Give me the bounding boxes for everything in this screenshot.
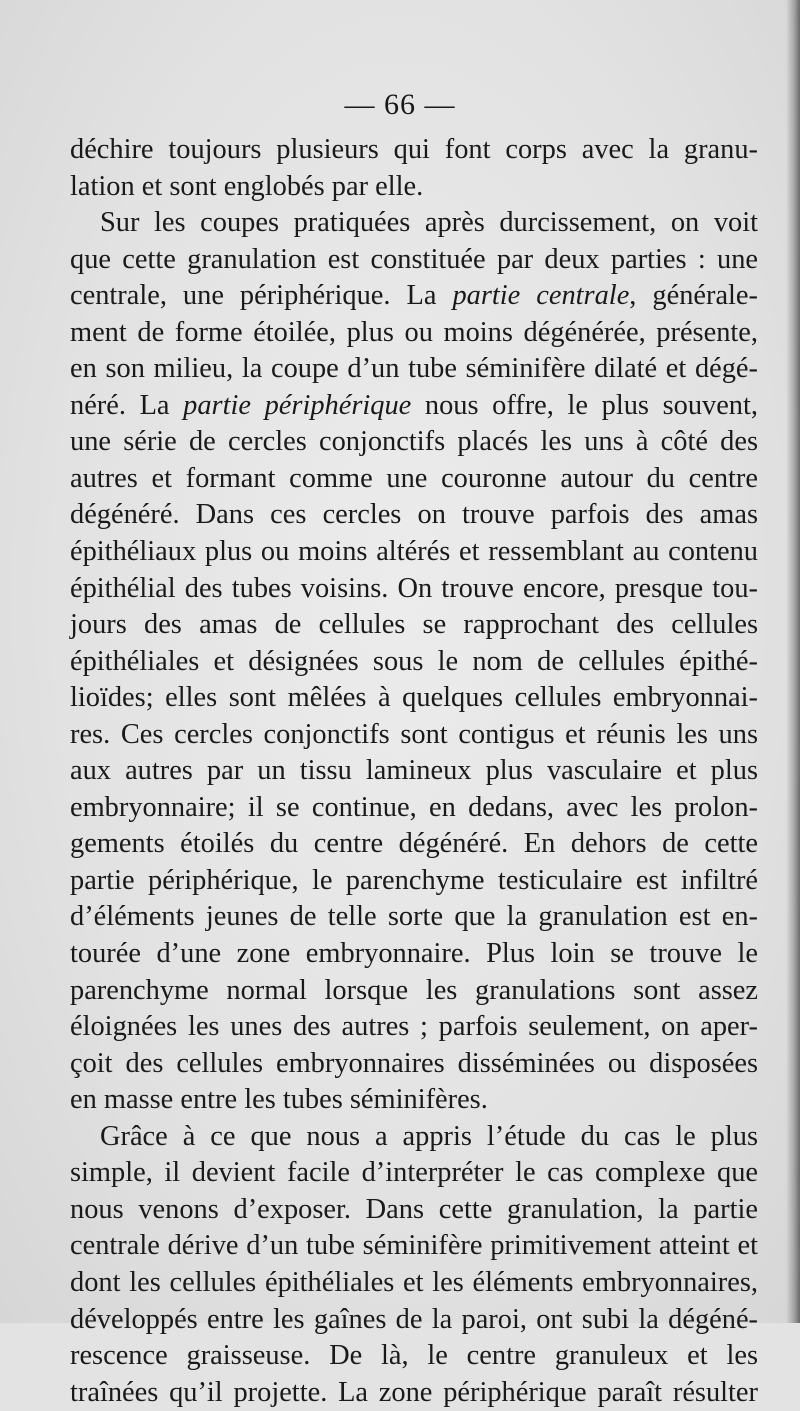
text-span: parenchyme normal lorsque les granulations sont assez: [70, 974, 758, 1006]
text-line: [70, 644, 758, 681]
text-line: [70, 753, 758, 790]
text-span: épithéliales et désignées sous le nom de cellules épithé-: [70, 645, 758, 677]
text-line: [70, 1046, 758, 1083]
body-text: [70, 132, 758, 1411]
text-line: [70, 315, 758, 352]
text-span: épithélial des tubes voisins. On trouve encore, presque tou-: [70, 572, 758, 604]
italic-term: partie périphérique: [183, 389, 412, 421]
text-span: déchire toujours plusieurs qui font corps avec la granu-: [70, 134, 758, 165]
text-span: une série de cercles conjonctifs placés les uns à côté des: [70, 426, 758, 458]
text-line: [70, 1119, 758, 1156]
text-line: [70, 680, 758, 717]
text-span: autres et formant comme une couronne autour du centre: [70, 462, 758, 494]
text-span: néré. La: [70, 389, 184, 421]
text-line: [70, 790, 758, 827]
text-span: centrale, une périphérique. La: [70, 280, 453, 312]
text-span: éloignées les unes des autres ; parfois seulement, on aper-: [70, 1011, 758, 1043]
text-line: [70, 497, 758, 534]
page-edge-shadow: [786, 0, 800, 1323]
text-line: [70, 1265, 758, 1302]
text-span: épithéliaux plus ou moins altérés et ressemblant au contenu: [70, 536, 758, 568]
text-span: nous offre, le plus souvent,: [411, 389, 758, 421]
text-line: [70, 1228, 758, 1265]
text-span: lation et sont englobés par elle.: [70, 170, 424, 202]
text-span: lioïdes; elles sont mêlées à quelques cellules embryonnai-: [70, 682, 758, 714]
text-line: [70, 278, 758, 315]
text-span: tourée d’une zone embryonnaire. Plus loin se trouve le: [70, 938, 758, 970]
text-line: [70, 1302, 758, 1339]
text-line: [70, 1192, 758, 1229]
text-line: [70, 899, 758, 936]
text-span: embryonnaire; il se continue, en dedans, avec les prolon-: [70, 791, 758, 823]
text-span: développés entre les gaînes de la paroi, ont subi la dégéné-: [70, 1303, 758, 1335]
text-line: [70, 1009, 758, 1046]
text-line: [70, 534, 758, 571]
text-span: çoit des cellules embryonnaires disséminées ou disposées: [70, 1047, 758, 1079]
text-span: aux autres par un tissu lamineux plus vasculaire et plus: [70, 755, 758, 787]
italic-term: partie centrale: [452, 280, 630, 312]
text-span: nous venons d’exposer. Dans cette granulation, la partie: [70, 1193, 758, 1225]
text-span: Sur les coupes pratiquées après durcissement, on voit: [100, 207, 758, 239]
text-span: Grâce à ce que nous a appris l’étude du cas le plus: [100, 1120, 758, 1152]
text-span: dégénéré. Dans ces cercles on trouve parfois des amas: [70, 499, 758, 531]
text-line: [70, 1375, 758, 1411]
text-line: [70, 863, 758, 900]
text-line: [70, 132, 758, 169]
text-line: [70, 242, 758, 279]
text-line: [70, 169, 758, 206]
text-line: [70, 461, 758, 498]
text-line: [70, 1082, 758, 1119]
text-span: que cette granulation est constituée par deux parties : une: [70, 243, 758, 275]
text-span: simple, il devient facile d’interpréter le cas complexe que: [70, 1157, 758, 1189]
text-line: [70, 607, 758, 644]
text-span: ment de forme étoilée, plus ou moins dégénérée, présente,: [70, 316, 758, 348]
text-span: partie périphérique, le parenchyme testiculaire est infiltré: [70, 864, 758, 896]
text-line: [70, 205, 758, 242]
text-line: [70, 388, 758, 425]
text-span: gements étoilés du centre dégénéré. En dehors de cette: [70, 828, 758, 860]
text-span: , générale-: [629, 280, 758, 312]
text-line: [70, 973, 758, 1010]
text-span: jours des amas de cellules se rapprochant des cellules: [70, 609, 758, 641]
text-line: [70, 424, 758, 461]
text-line: [70, 351, 758, 388]
text-span: d’éléments jeunes de telle sorte que la granulation est en-: [70, 901, 758, 933]
text-span: rescence graisseuse. De là, le centre granuleux et les: [70, 1340, 758, 1372]
text-line: [70, 571, 758, 608]
text-span: dont les cellules épithéliales et les éléments embryonnaires,: [70, 1266, 758, 1298]
text-span: en son milieu, la coupe d’un tube séminifère dilaté et dégé-: [70, 353, 758, 385]
text-line: [70, 1338, 758, 1375]
text-line: [70, 717, 758, 754]
text-line: [70, 826, 758, 863]
text-span: en masse entre les tubes séminifères.: [70, 1084, 488, 1116]
page-number: — 66 —: [344, 88, 456, 121]
text-span: centrale dérive d’un tube séminifère primitivement atteint et: [70, 1230, 758, 1262]
text-line: [70, 936, 758, 973]
text-line: [70, 1155, 758, 1192]
text-span: res. Ces cercles conjonctifs sont contigus et réunis les uns: [70, 718, 758, 750]
text-span: traînées qu’il projette. La zone périphérique paraît résulter: [70, 1376, 758, 1408]
